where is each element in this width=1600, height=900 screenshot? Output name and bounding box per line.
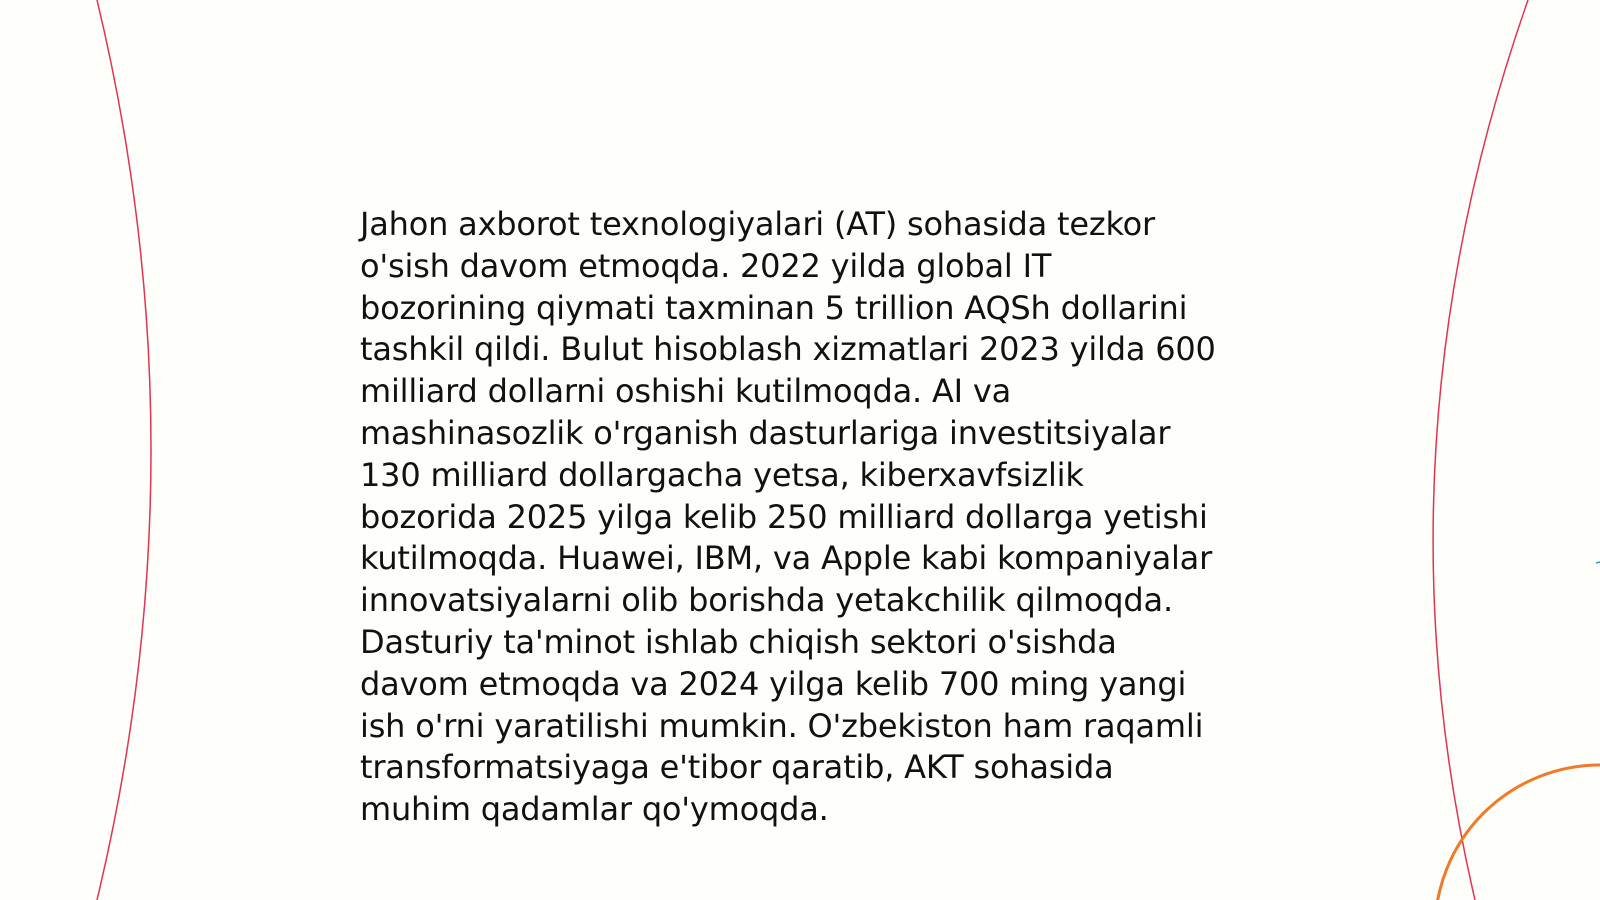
right-arc-line xyxy=(1433,0,1528,900)
paragraph-line: tashkil qildi. Bulut hisoblash xizmatlari 2023 yilda 600 xyxy=(360,330,1216,369)
paragraph-line: bozorining qiymati taxminan 5 trillion AQSh dollarini xyxy=(360,288,1188,327)
body-paragraph xyxy=(360,204,1240,831)
paragraph-line: milliard dollarni oshishi kutilmoqda. AI va xyxy=(360,372,1012,411)
paragraph-line: muhim qadamlar qo'ymoqda. xyxy=(360,790,829,829)
paragraph-line: 130 milliard dollargacha yetsa, kiberxavfsizlik xyxy=(360,455,1084,494)
paragraph-line: kutilmoqda. Huawei, IBM, va Apple kabi kompaniyalar xyxy=(360,539,1213,578)
paragraph-line: davom etmoqda va 2024 yilga kelib 700 ming yangi xyxy=(360,664,1187,703)
paragraph-line: ish o'rni yaratilishi mumkin. O'zbekiston ham raqamli xyxy=(360,706,1204,745)
paragraph-line: Jahon axborot texnologiyalari (AT) sohasida tezkor xyxy=(360,205,1156,243)
paragraph-line: o'sish davom etmoqda. 2022 yilda global IT xyxy=(360,246,1052,285)
paragraph-line: mashinasozlik o'rganish dasturlariga investitsiyalar xyxy=(360,413,1171,452)
teal-accent-mark xyxy=(1596,562,1600,563)
paragraph-line: bozorida 2025 yilga kelib 250 milliard dollarga yetishi xyxy=(360,497,1208,536)
paragraph-line: transformatsiyaga e'tibor qaratib, AKT sohasida xyxy=(360,748,1114,787)
paragraph-line: Dasturiy ta'minot ishlab chiqish sektori o'sishda xyxy=(360,622,1117,661)
left-arc-line xyxy=(97,0,151,900)
paragraph-line: innovatsiyalarni olib borishda yetakchilik qilmoqda. xyxy=(360,581,1173,620)
corner-circle-outline xyxy=(1435,765,1600,900)
